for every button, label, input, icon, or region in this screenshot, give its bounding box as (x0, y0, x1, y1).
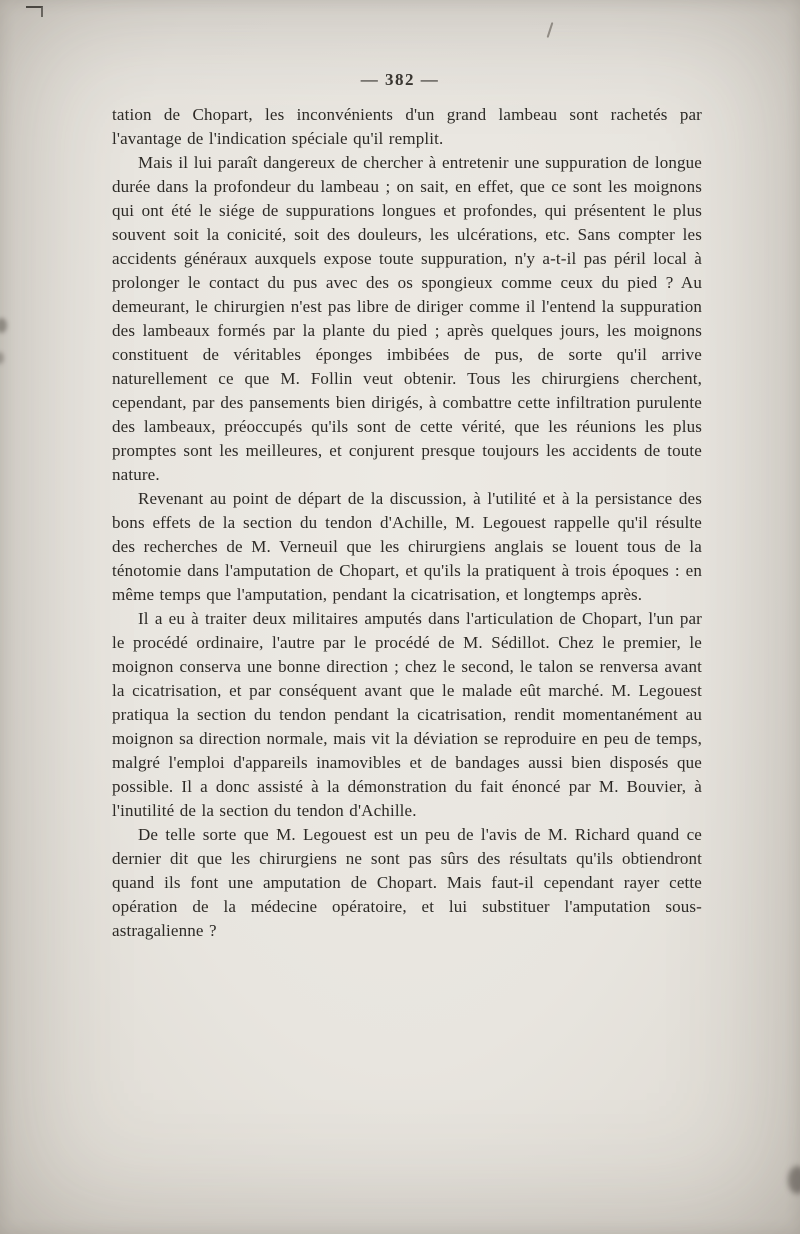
paragraph: Il a eu à traiter deux militaires amputés dans l'articulation de Chopart, l'un par le procédé ordinaire, l'autre par le procédé de M. Sédillot. Chez le premier, le moignon conserva une bonne direction ; chez le second, le talon se renversa avant la cicatrisation, et par conséquent avant que le malade eût marché. M. Legouest pratiqua la section du tendon pendant la cicatrisation, rendit momentanément au moignon sa direction normale, mais vit la déviation se reproduire en peu de temps, malgré l'emploi d'appareils inamovibles et de bandages aussi bien disposés que possible. Il a donc assisté à la démonstration du fait énoncé par M. Bouvier, à l'inutilité de la section du tendon d'Achille. (112, 609, 702, 820)
scan-artifact-edge-blot (0, 318, 7, 333)
paragraph: Revenant au point de départ de la discussion, à l'utilité et à la persistance des bons effets de la section du tendon d'Achille, M. Legouest rappelle qu'il résulte des recherches de M. Verneuil que les chirurgiens anglais se louent tous de la ténotomie dans l'amputation de Chopart, et qu'ils la pratiquent à trois époques : en même temps que l'amputation, pendant la cicatrisation, et longtemps après. (112, 489, 702, 604)
scan-artifact-corner (26, 6, 43, 17)
paragraph: De telle sorte que M. Legouest est un peu de l'avis de M. Richard quand ce dernier dit que les chirurgiens ne sont pas sûrs des résultats qu'ils obtiendront quand ils font une amputation de Chopart. Mais faut-il cependant rayer cette opération de la médecine opératoire, et lui substituer l'amputation sous-astragalienne ? (112, 825, 702, 940)
paragraph: Mais il lui paraît dangereux de chercher à entretenir une suppuration de longue durée dans la profondeur du lambeau ; on sait, en effet, que ce sont les moignons qui ont été le siége de suppurations longues et profondes, qui présentent le plus souvent soit la conicité, soit des douleurs, les ulcérations, etc. Sans compter les accidents généraux auxquels expose toute suppuration, n'y a-t-il pas péril local à prolonger le contact du pus avec des os spongieux comme ceux du pied ? Au demeurant, le chirurgien n'est pas libre de diriger comme il l'entend la suppuration des lambeaux formés par la plante du pied ; après quelques jours, les moignons constituent de véritables éponges imbibées de pus, de sorte qu'il arrive naturellement ce que M. Follin veut obtenir. Tous les chirurgiens cherchent, cependant, par des pansements bien dirigés, à combattre cette infiltration purulente des lambeaux, préoccupés qu'ils sont de cette vérité, que les réunions les plus promptes sont les meilleures, et conjurent presque toujours les accidents de toute nature. (112, 153, 702, 484)
page-number: — 382 — (360, 70, 440, 89)
text-block (112, 103, 702, 943)
scan-artifact-edge-blot (0, 352, 4, 364)
scan-artifact-corner-blot (788, 1166, 800, 1194)
paragraph: tation de Chopart, les inconvénients d'un grand lambeau sont rachetés par l'avantage de l'indication spéciale qu'il remplit. (112, 105, 702, 148)
